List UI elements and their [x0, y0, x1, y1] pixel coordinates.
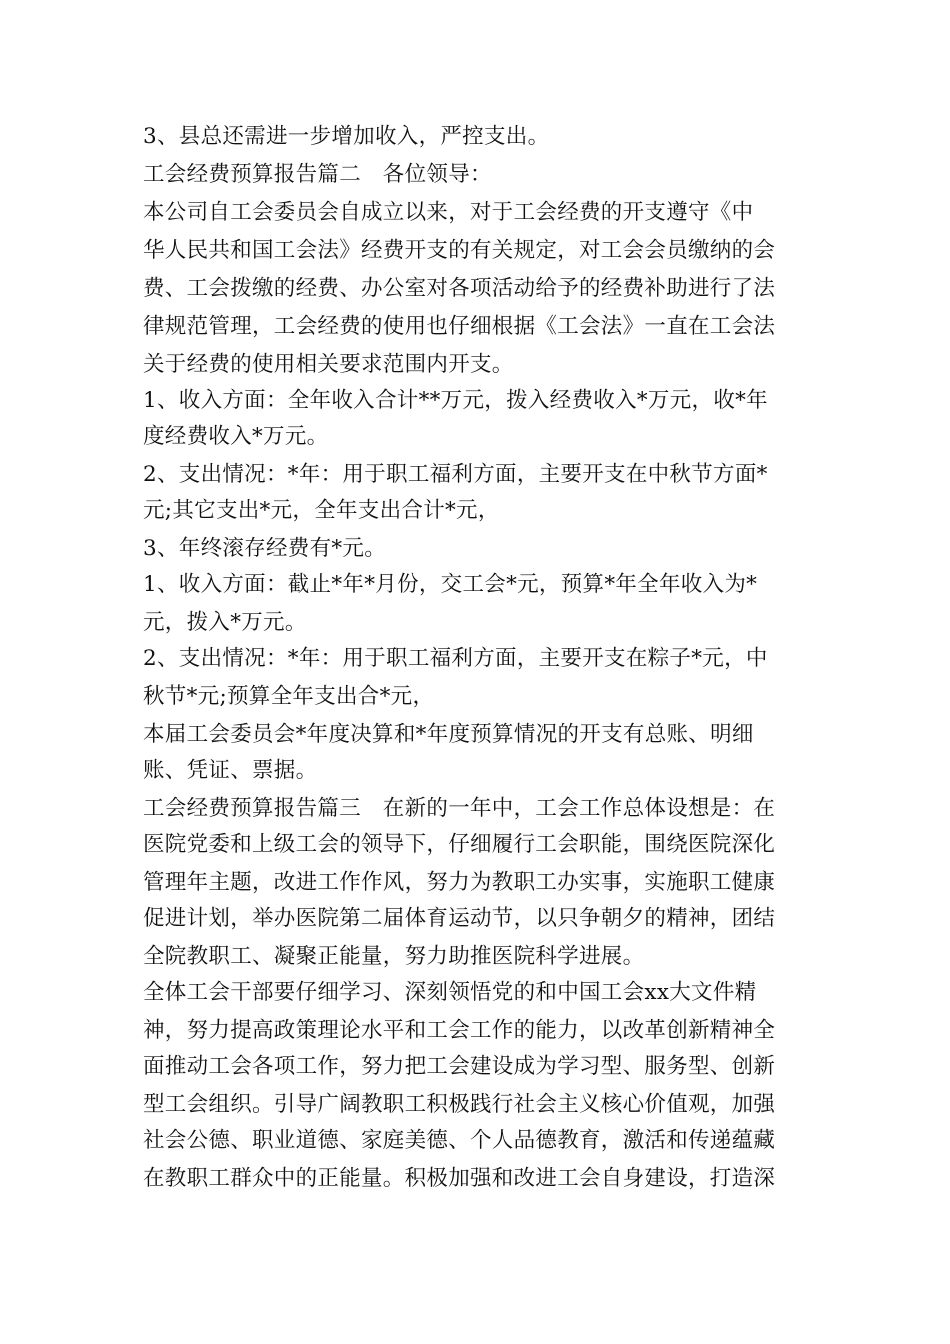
text-line: 全院教职工、凝聚正能量，努力助推医院科学进展。 [143, 944, 645, 969]
text-line: 1、收入方面：全年收入合计**万元，拨入经费收入*万元，收*年 [143, 388, 768, 413]
text-line: 管理年主题，改进工作作风，努力为教职工办实事，实施职工健康 [143, 870, 776, 895]
text-line: 在教职工群众中的正能量。积极加强和改进工会自身建设，打造深 [143, 1166, 776, 1191]
text-line: 元，拨入*万元。 [143, 610, 307, 635]
text-line: 费、工会拨缴的经费、办公室对各项活动给予的经费补助进行了法 [143, 276, 776, 301]
text-line: 账、凭证、票据。 [143, 758, 318, 783]
text-line: 2、支出情况：*年：用于职工福利方面，主要开支在粽子*元，中 [143, 646, 768, 671]
text-line: 工会经费预算报告篇三 在新的一年中，工会工作总体设想是：在 [143, 796, 776, 821]
text-line: 华人民共和国工会法》经费开支的有关规定，对工会会员缴纳的会 [143, 238, 776, 263]
text-line: 关于经费的使用相关要求范围内开支。 [143, 352, 514, 377]
text-line: 型工会组织。引导广阔教职工积极践行社会主义核心价值观，加强 [143, 1092, 776, 1117]
text-line: 社会公德、职业道德、家庭美德、个人品德教育，激活和传递蕴藏 [143, 1128, 776, 1153]
text-line: 本届工会委员会*年度决算和*年度预算情况的开支有总账、明细 [143, 722, 754, 747]
text-line: 1、收入方面：截止*年*月份，交工会*元，预算*年全年收入为* [143, 572, 758, 597]
text-line: 律规范管理，工会经费的使用也仔细根据《工会法》一直在工会法 [143, 314, 776, 339]
text-line: 神，努力提高政策理论水平和工会工作的能力，以改革创新精神全 [143, 1018, 776, 1043]
text-line: 3、年终滚存经费有*元。 [143, 536, 387, 561]
text-line: 面推动工会各项工作，努力把工会建设成为学习型、服务型、创新 [143, 1054, 776, 1079]
text-line: 医院党委和上级工会的领导下，仔细履行工会职能，围绕医院深化 [143, 832, 776, 857]
text-line: 促进计划，举办医院第二届体育运动节，以只争朝夕的精神，团结 [143, 906, 776, 931]
text-line: 秋节*元;预算全年支出合*元， [143, 684, 435, 709]
text-line: 2、支出情况：*年：用于职工福利方面，主要开支在中秋节方面* [143, 462, 768, 487]
text-line: 本公司自工会委员会自成立以来，对于工会经费的开支遵守《中 [143, 200, 754, 225]
text-line: 3、县总还需进一步增加收入，严控支出。 [143, 124, 550, 149]
text-line: 全体工会干部要仔细学习、深刻领悟党的和中国工会xx大文件精 [143, 980, 757, 1005]
text-line: 元;其它支出*元，全年支出合计*元， [143, 498, 500, 523]
text-line: 工会经费预算报告篇二 各位领导： [143, 162, 492, 187]
text-line: 度经费收入*万元。 [143, 424, 329, 449]
